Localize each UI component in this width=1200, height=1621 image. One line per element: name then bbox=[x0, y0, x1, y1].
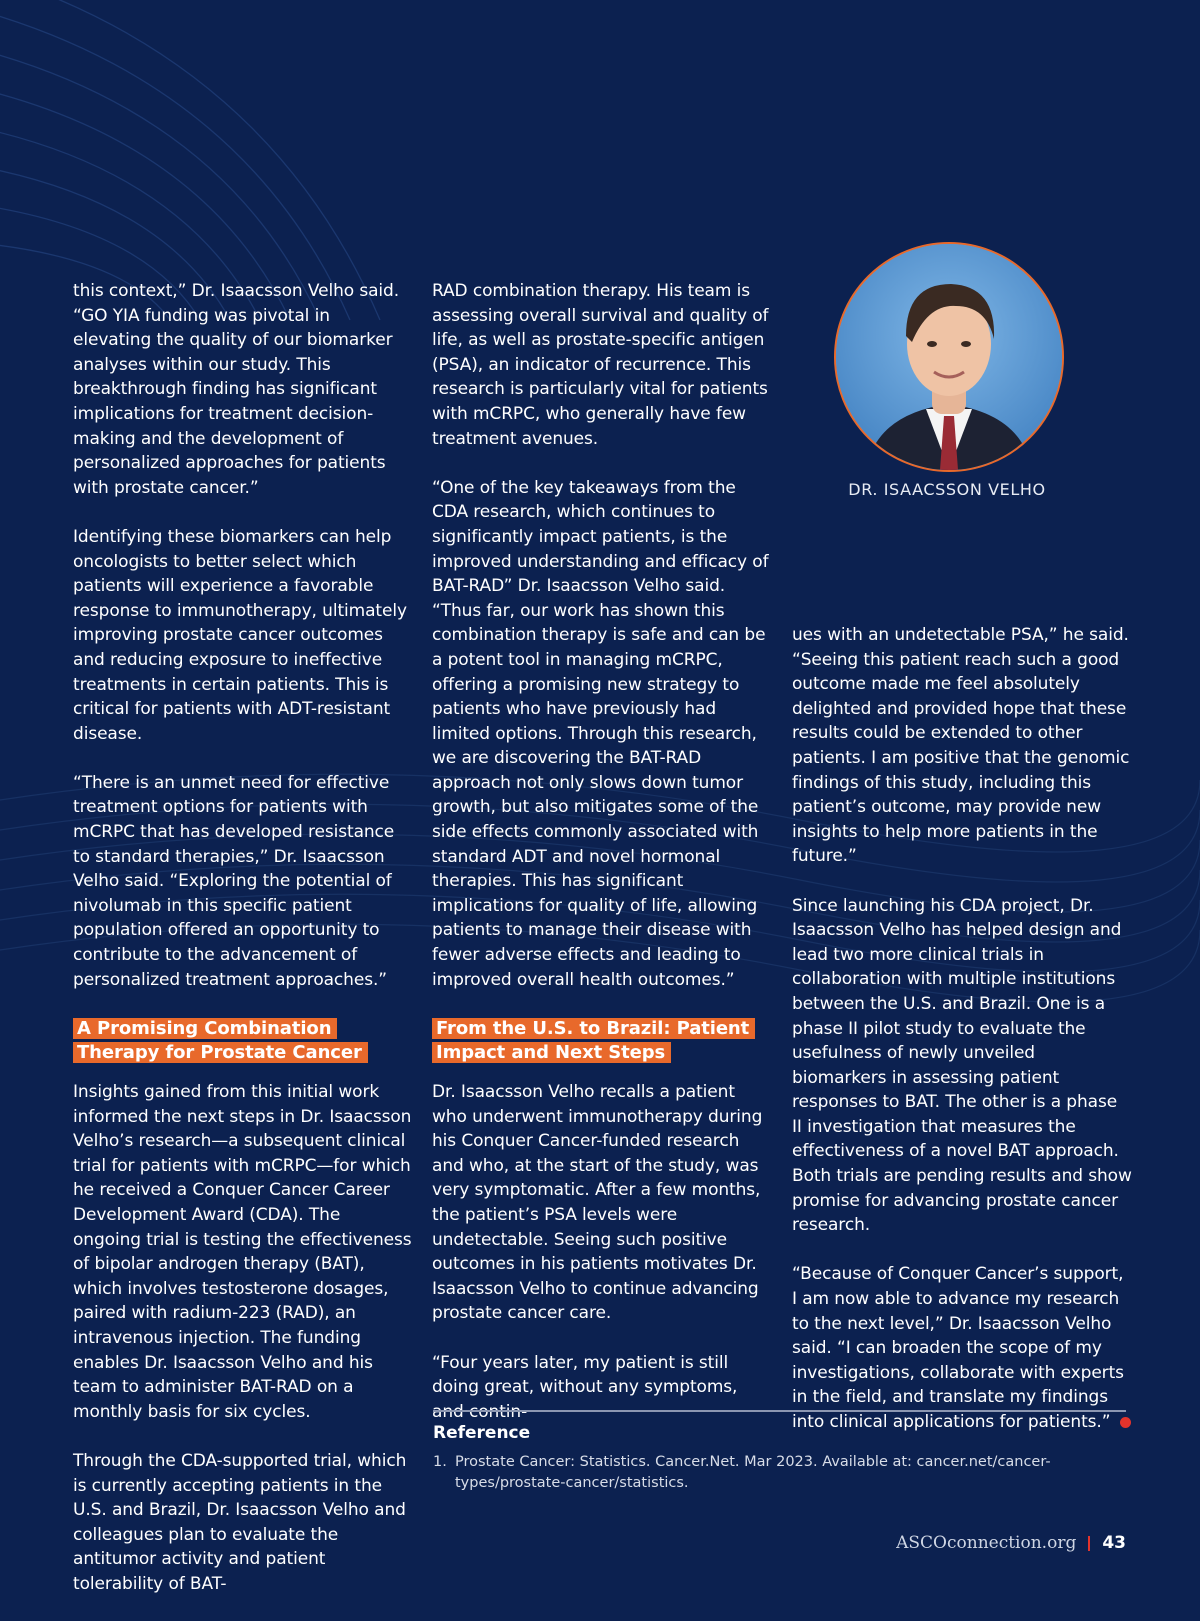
heading-text: A Promising Combination Therapy for Prostate Cancer bbox=[73, 1018, 368, 1064]
paragraph: RAD combination therapy. His team is assessing overall survival and quality of life, as well as prostate-specific antigen (PSA), an indicator of recurrence. This research is particularly vital for patients with mCRPC, who generally have few treatment avenues. bbox=[432, 281, 769, 449]
section-heading-combination-therapy bbox=[73, 1017, 413, 1066]
footer-separator bbox=[1088, 1536, 1090, 1551]
portrait-caption: DR. ISAACSSON VELHO bbox=[848, 480, 1046, 499]
section-heading-us-to-brazil bbox=[432, 1017, 772, 1066]
paragraph: ues with an undetectable PSA,” he said. “Seeing this patient reach such a good outcome made me feel absolutely delighted and provided hope that these results could be extended to other patients. I am positive that the genomic findings of this study, including this patient’s outcome, may provide new insights to help more patients in the future.” bbox=[792, 625, 1130, 867]
reference-title: Reference bbox=[433, 1423, 531, 1443]
paragraph: Since launching his CDA project, Dr. Isaacsson Velho has helped design and lead two more clinical trials in collaboration with multiple institutions between the U.S. and Brazil. One is a phase II pilot study to evaluate the usefulness of newly unveiled biomarkers in assessing patient responses to BAT. The other is a phase II investigation that measures the effectiveness of a novel BAT approach. Both trials are pending results and show promise for advancing prostate cancer research. bbox=[792, 895, 1132, 1236]
paragraph: this context,” Dr. Isaacsson Velho said. “GO YIA funding was pivotal in elevating the quality of our biomarker analyses within our study. This breakthrough finding has significant implications for treatment decision-making and the development of personalized approaches for patients with prostate cancer.” bbox=[73, 281, 400, 498]
article-column-3 bbox=[792, 623, 1132, 1459]
portrait-photo bbox=[834, 242, 1064, 472]
article-column-1 bbox=[73, 279, 413, 1621]
portrait-illustration bbox=[836, 244, 1062, 470]
paragraph-text: “Because of Conquer Cancer’s support, I am now able to advance my research to the next level,” Dr. Isaacsson Velho said. “I can broaden the scope of my investigations, collaborate with experts in the field, and translate my findings into clinical applications for patients.” bbox=[792, 1264, 1124, 1432]
paragraph: Dr. Isaacsson Velho recalls a patient who underwent immunotherapy during his Conquer Cancer-funded research and who, at the start of the study, was very symptomatic. After a few months, the patient’s PSA levels were undetectable. Seeing such positive outcomes in his patients motivates Dr. Isaacsson Velho to continue advancing prostate cancer care. bbox=[432, 1082, 763, 1324]
paragraph-last bbox=[792, 1262, 1132, 1434]
paragraph: “There is an unmet need for effective treatment options for patients with mCRPC that has developed resistance to standard therapies,” Dr. Isaacsson Velho said. “Exploring the potential of nivolumab in this specific patient population offered an opportunity to contribute to the advancement of personalized treatment approaches.” bbox=[73, 772, 395, 990]
page-number: 43 bbox=[1102, 1533, 1126, 1553]
footer-site: ASCOconnection.org bbox=[896, 1533, 1077, 1553]
reference-divider bbox=[433, 1410, 1126, 1412]
article-column-2 bbox=[432, 279, 772, 1449]
reference-number: 1. bbox=[433, 1454, 447, 1470]
paragraph: Through the CDA-supported trial, which is currently accepting patients in the U.S. and Brazil, Dr. Isaacsson Velho and colleagues plan to evaluate the antitumor activity and patient tolerability of BAT- bbox=[73, 1450, 407, 1594]
paragraph: Insights gained from this initial work informed the next steps in Dr. Isaacsson Velho’s research—a subsequent clinical trial for patients with mCRPC—for which he received a Conquer Cancer Career Development Award (CDA). The ongoing trial is testing the effectiveness of bipolar androgen therapy (BAT), which involves testosterone dosages, paired with radium-223 (RAD), an intravenous injection. The funding enables Dr. Isaacsson Velho and his team to administer BAT-RAD on a monthly basis for six cycles. bbox=[73, 1082, 412, 1422]
page-footer bbox=[896, 1533, 1126, 1553]
paragraph: Identifying these biomarkers can help oncologists to better select which patients will experience a favorable response to immunotherapy, ultimately improving prostate cancer outcomes and reducing exposure to ineffective treatments in certain patients. This is critical for patients with ADT-resistant disease. bbox=[73, 526, 407, 744]
reference-item bbox=[433, 1452, 1126, 1494]
paragraph: “One of the key takeaways from the CDA research, which continues to significantly impact patients, is the improved understanding and efficacy of BAT-RAD” Dr. Isaacsson Velho said. “Thus far, our work has shown this combination therapy is safe and can be a potent tool in managing mCRPC, offering a promising new strategy to patients who have previously had limited options. Through this research, we are discovering the BAT-RAD approach not only slows down tumor growth, but also mitigates some of the side effects commonly associated with standard ADT and novel hormonal therapies. This has significant implications for quality of life, allowing patients to manage their disease with fewer adverse effects and leading to improved overall health outcomes.” bbox=[432, 477, 769, 990]
reference-text: Prostate Cancer: Statistics. Cancer.Net. Mar 2023. Available at: cancer.net/cancer-types/prostate-cancer/statistics. bbox=[455, 1454, 1051, 1491]
end-of-article-mark-icon bbox=[1120, 1417, 1131, 1428]
paragraph: “Four years later, my patient is still doing great, without any symptoms, bbox=[432, 1352, 738, 1398]
heading-text: From the U.S. to Brazil: Patient Impact and Next Steps bbox=[432, 1018, 755, 1064]
